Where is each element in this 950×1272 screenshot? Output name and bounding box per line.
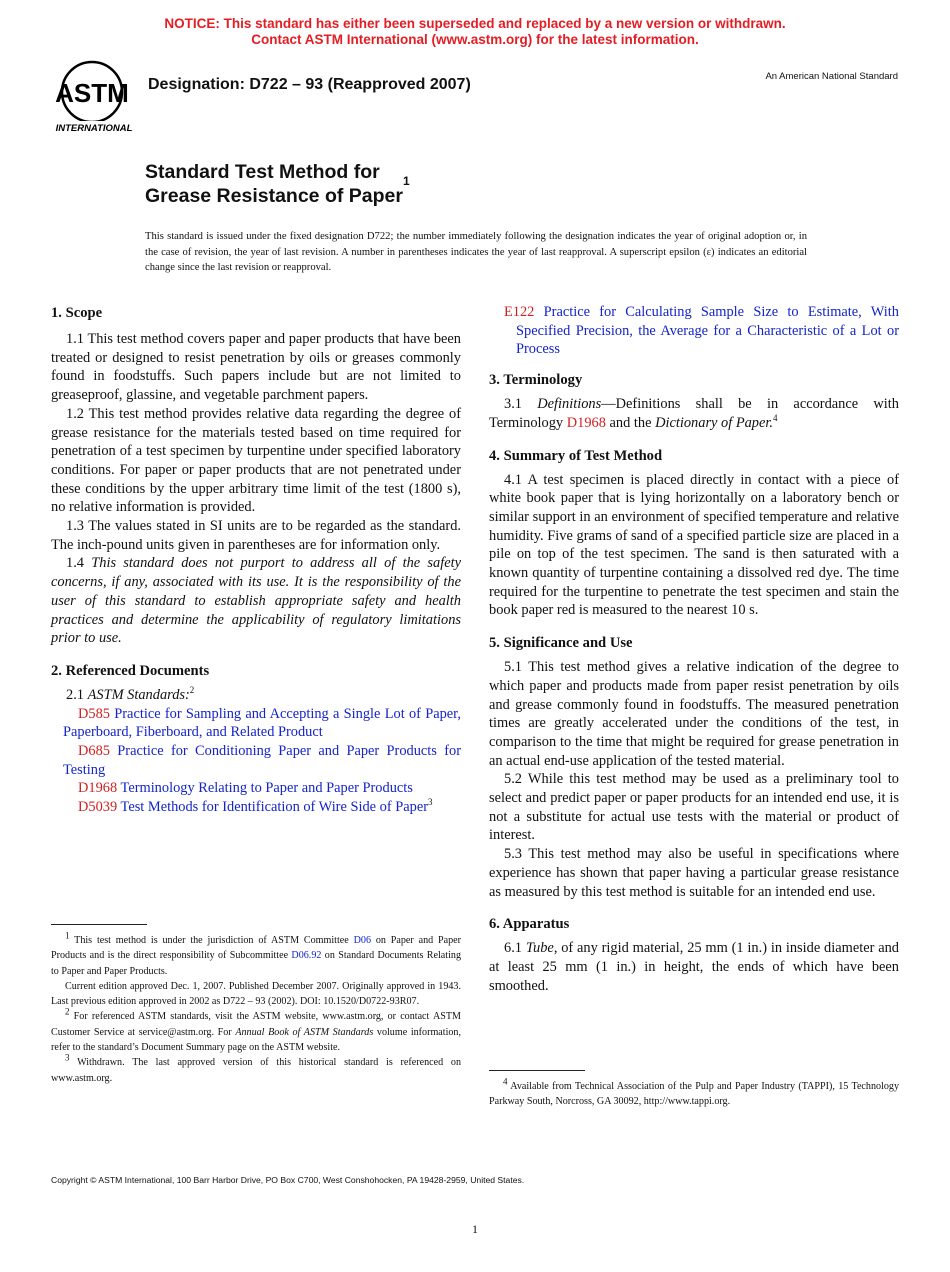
ref-d1968[interactable]: D1968 Terminology Relating to Paper and Paper Products: [78, 780, 413, 797]
para-1-1: 1.1 This test method covers paper and paper products that have been treated or designed to resist penetration by oils or greases commonly found in foodstuffs. Such papers include but are not limited to greaseproof, glassine, and vegetable parchment papers.: [51, 331, 461, 404]
national-standard-label: An American National Standard: [765, 71, 898, 82]
ref-d585[interactable]: D585 Practice for Sampling and Accepting a Single Lot of Paper, Paperboard, Fiberboard, and Related Product: [63, 705, 461, 741]
ref-e122[interactable]: E122 Practice for Calculating Sample Size to Estimate, With Specified Precision, the Average for a Characteristic of a Lot or Process: [504, 304, 899, 358]
footnote-4: $^4$ Available from Technical Association of the Pulp and Paper Industry (TAPPI), 15 Technology Parkway South, Norcross, GA 30092, http://www.tappi.org.: [489, 1076, 899, 1108]
footnote-3: $^3$ Withdrawn. The last approved version of this historical standard is referenced on www.astm.org.: [51, 1053, 461, 1084]
section-1-heading: 1. Scope: [51, 305, 103, 321]
right-footnotes: [489, 1070, 899, 1110]
link-d0692[interactable]: D06.92: [291, 950, 322, 962]
document-title: [145, 160, 410, 208]
para-2-1: 2.1 ASTM Standards:$^2$: [66, 685, 195, 703]
svg-text:ASTM: ASTM: [55, 78, 129, 108]
para-6-1: 6.1 Tube, of any rigid material, 25 mm (1 in.) in inside diameter and at least 25 mm (1 in.) in height, the ends of which have been smoothed.: [489, 940, 899, 994]
logo-wordmark: INTERNATIONAL: [55, 123, 133, 134]
para-4-1: 4.1 A test specimen is placed directly in contact with a piece of white book paper that is lying horizontally on a laboratory bench or similar support in an environment of specified temperature and relative humidity. Five grams of sand of a specified particle size are placed in a pile on top of the test specimen. The sand is then saturated with a known quantity of turpentine containing a dissolved red dye. The time required for the turpentine to penetrate the test specimen and stain the book paper red is measured to the nearest 10 s.: [489, 471, 899, 619]
title-footnote-mark: 1: [402, 174, 410, 188]
notice-line-1: NOTICE: This standard has either been superseded and replaced by a new version or withdrawn.: [164, 16, 786, 31]
para-1-2: 1.2 This test method provides relative data regarding the degree of grease resistance for the materials tested based on time required for penetration of a test specimen by turpentine under specified laboratory conditions. For paper or paper products that are not penetrated under these conditions by the upper arbitrary time limit of the test (1800 s), no relative information is provided.: [51, 405, 461, 516]
designation: Designation: D722 – 93 (Reapproved 2007): [148, 76, 471, 93]
left-column: [51, 303, 461, 817]
para-5-1: 5.1 This test method gives a relative indication of the degree to which paper and products made from paper resist penetration by oils and grease commonly found in foodstuffs. The measured penetration times are greatly accelerated under the conditions of the test, in comparison to the time that might be required for grease penetration in an actual end-use application of the tested material.: [489, 659, 899, 769]
title-line-2: Grease Resistance of Paper$^1$: [145, 174, 410, 207]
supersede-notice: [0, 16, 950, 48]
section-3-heading: 3. Terminology: [489, 372, 583, 389]
astm-logo: [52, 58, 136, 138]
para-5-3: 5.3 This test method may also be useful in specifications where experience has shown that paper having a particular grease resistance as measured by this test method is suitable for an intended end use.: [489, 846, 899, 900]
section-4-heading: 4. Summary of Test Method: [489, 447, 663, 464]
copyright-line: Copyright © ASTM International, 100 Barr Harbor Drive, PO Box C700, West Conshohocken, PA 19428-2959, United States.: [51, 1175, 525, 1185]
para-1-4: 1.4 This standard does not purport to address all of the safety concerns, if any, associated with its use. It is the responsibility of the user of this standard to establish appropriate safety and health practices and determine the applicability of regulatory limitations prior to use.: [51, 555, 461, 647]
footnote-2: $^2$ For referenced ASTM standards, visit the ASTM website, www.astm.org, or contact ASTM Customer Service at service@astm.org. For Annual Book of ASTM Standards volume information, refer to the standard’s Document Summary page on the ASTM website.: [51, 1007, 462, 1054]
title-line-1: Standard Test Method for: [145, 161, 380, 183]
page-number: 1: [472, 1222, 478, 1236]
section-5-heading: 5. Significance and Use: [489, 635, 633, 652]
link-d06[interactable]: D06: [353, 935, 371, 946]
issuance-note: This standard is issued under the fixed designation D722; the number immediately following the designation indicates the year of original adoption or, in the case of revision, the year of last revision. A number in parentheses indicates the year of last reapproval. A superscript epsilon (ε) indicates an editorial change since the last revision or reapproval.: [145, 231, 807, 274]
footnote-1-edition: Current edition approved Dec. 1, 2007. Published December 2007. Originally approved in 1943. Last previous edition approved in 2002 as D722 – 93 (2002). DOI: 10.1520/D0722-93R07.: [51, 980, 461, 1008]
notice-line-2: Contact ASTM International (www.astm.org) for the latest information.: [251, 32, 699, 47]
section-6-heading: 6. Apparatus: [489, 916, 570, 933]
link-d1968[interactable]: D1968: [566, 414, 606, 431]
right-column: [489, 303, 899, 995]
ref-d685[interactable]: D685 Practice for Conditioning Paper and Paper Products for Testing: [63, 743, 461, 778]
para-1-3: 1.3 The values stated in SI units are to be regarded as the standard. The inch-pound units given in parentheses are for information only.: [51, 518, 461, 553]
para-5-2: 5.2 While this test method may be used as a preliminary tool to select and predict paper or paper products for an intended end use, it is not a substitute for actual use tests with the material or product of interest.: [489, 771, 899, 844]
footnote-1: $^1$ This test method is under the jurisdiction of ASTM Committee D06 on Paper and Paper Products and is the direct responsibility of Subcommittee D06.92 on Standard Documents Relating to Paper and Paper Products.: [51, 930, 462, 977]
section-2-heading: 2. Referenced Documents: [51, 662, 210, 679]
para-3-1: 3.1 Definitions—Definitions shall be in accordance with Terminology D1968 and the Dictionary of Paper.$^4$: [489, 396, 899, 431]
left-footnotes: [51, 924, 461, 1086]
ref-d5039[interactable]: D5039 Test Methods for Identification of Wire Side of Paper$^3$: [78, 797, 433, 816]
